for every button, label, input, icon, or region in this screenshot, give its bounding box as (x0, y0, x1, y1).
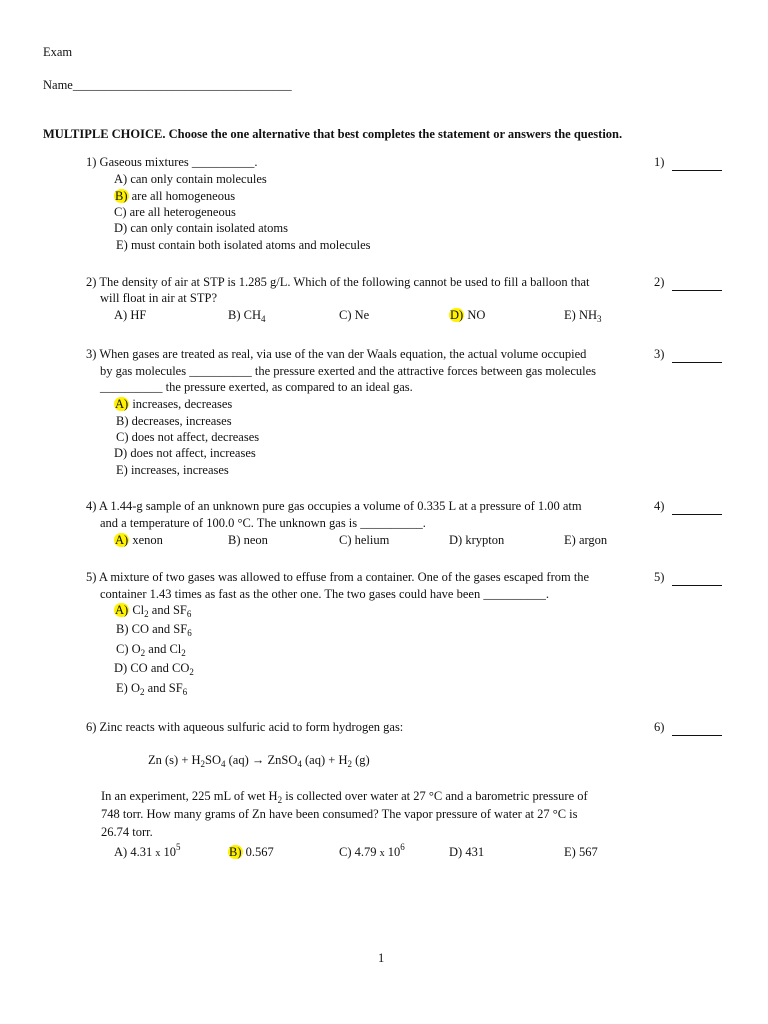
choice-a: A) HF (114, 308, 147, 322)
name-line: ___________________________________ (72, 78, 292, 92)
answer-blank (672, 573, 722, 586)
answer-number: 4) (654, 499, 665, 513)
highlight: B) (115, 189, 128, 203)
choice-d: D) 431 (449, 845, 485, 859)
problem-line: In an experiment, 225 mL of wet $H_2$ is collected over water at 27 °C and a barometric pressure of (101, 789, 588, 805)
choice-d: D) does not affect, increases (114, 446, 256, 460)
highlight: A) (115, 603, 129, 617)
question-stem-line: __________ the pressure exerted, as compared to an ideal gas. (100, 380, 413, 394)
choice-c: C) are all heterogeneous (114, 205, 236, 219)
highlight: B) (229, 845, 242, 859)
question-stem: 2) The density of air at STP is 1.285 g/L. Which of the following cannot be used to fill a balloon that (86, 275, 590, 289)
answer-blank (672, 723, 722, 736)
instructions: MULTIPLE CHOICE. Choose the one alternative that best completes the statement or answers the question. (43, 127, 623, 141)
answer-blank (672, 502, 722, 515)
highlight: A) (115, 533, 129, 547)
chemical-equation: Zn $(s) + H_2SO_4$ (aq) → ZnSO$_4$ $(aq) + H_2$ (g) (148, 753, 370, 769)
choice-e: E) 567 (564, 845, 598, 859)
question-stem-line: will float in air at STP? (100, 291, 217, 305)
question-stem-line: by gas molecules __________ the pressure exerted and the attractive forces between gas molecules (100, 364, 597, 378)
name-label: Name (43, 78, 73, 92)
choice-c: C) helium (339, 533, 390, 547)
problem-line: 748 torr. How many grams of Zn have been consumed? The vapor pressure of water at 27 °C is (101, 807, 578, 821)
choice-c: C) Ne (339, 308, 370, 322)
question-stem: 4) A 1.44-g sample of an unknown pure gas occupies a volume of 0.335 L at a pressure of 1.00 atm (86, 499, 582, 513)
choice-b: B) decreases, increases (116, 414, 232, 428)
answer-blank (672, 350, 722, 363)
choice-b: B) are all homogeneous (115, 189, 236, 203)
choice-a: A) 4.31 x $10^5$ (114, 842, 181, 859)
choice-e: E) $O_2$ and $SF_6$ (116, 681, 188, 697)
highlight: D) (450, 308, 464, 322)
question-stem-line: and a temperature of 100.0 °C. The unknown gas is __________. (100, 516, 426, 530)
answer-number: 5) (654, 570, 665, 584)
choice-b: B) neon (228, 533, 268, 547)
choice-e: E) argon (564, 533, 608, 547)
question-stem: 6) Zinc reacts with aqueous sulfuric acid to form hydrogen gas: (86, 720, 404, 734)
choice-a: A) $Cl_2$ and $SF_6$ (115, 603, 192, 619)
choice-b: B) CO and $SF_6$ (116, 622, 192, 638)
choice-d: D) can only contain isolated atoms (114, 221, 288, 235)
choice-a: A) xenon (115, 533, 163, 547)
answer-number: 6) (654, 720, 665, 734)
question-stem: 3) When gases are treated as real, via use of the van der Waals equation, the actual volume occupied (86, 347, 587, 361)
question-number: 1) Gaseous mixtures __________. (86, 155, 258, 169)
highlight: A) (115, 397, 129, 411)
answer-blank (672, 278, 722, 291)
choice-c: C) $O_2$ and $Cl_2$ (116, 642, 186, 658)
answer-number: 2) (654, 275, 665, 289)
choice-e: E) must contain both isolated atoms and molecules (116, 238, 371, 252)
choice-d: D) krypton (449, 533, 505, 547)
name-field (43, 78, 292, 93)
answer-number: 3) (654, 347, 665, 361)
choice-c: C) 4.79 x $10^6$ (339, 842, 405, 859)
question-stem: 5) A mixture of two gases was allowed to effuse from a container. One of the gases escaped from the (86, 570, 590, 584)
choice-c: C) does not affect, decreases (116, 430, 260, 444)
choice-a: A) increases, decreases (115, 397, 233, 411)
choice-d: D) CO and $CO_2$ (114, 661, 194, 677)
choice-b: B) $CH_4$ (228, 308, 266, 324)
choice-e: E) increases, increases (116, 463, 229, 477)
choice-d: D) NO (450, 308, 486, 322)
question-stem-line: container 1.43 times as fast as the other one. The two gases could have been __________. (100, 587, 549, 601)
problem-line: 26.74 torr. (101, 825, 153, 839)
page-number: 1 (378, 951, 385, 965)
answer-blank (672, 158, 722, 171)
exam-title: Exam (43, 45, 73, 59)
choice-a: A) can only contain molecules (114, 172, 267, 186)
choice-b: B) 0.567 (229, 845, 274, 859)
choice-e: E) $NH_3$ (564, 308, 602, 324)
answer-number: 1) (654, 155, 665, 169)
